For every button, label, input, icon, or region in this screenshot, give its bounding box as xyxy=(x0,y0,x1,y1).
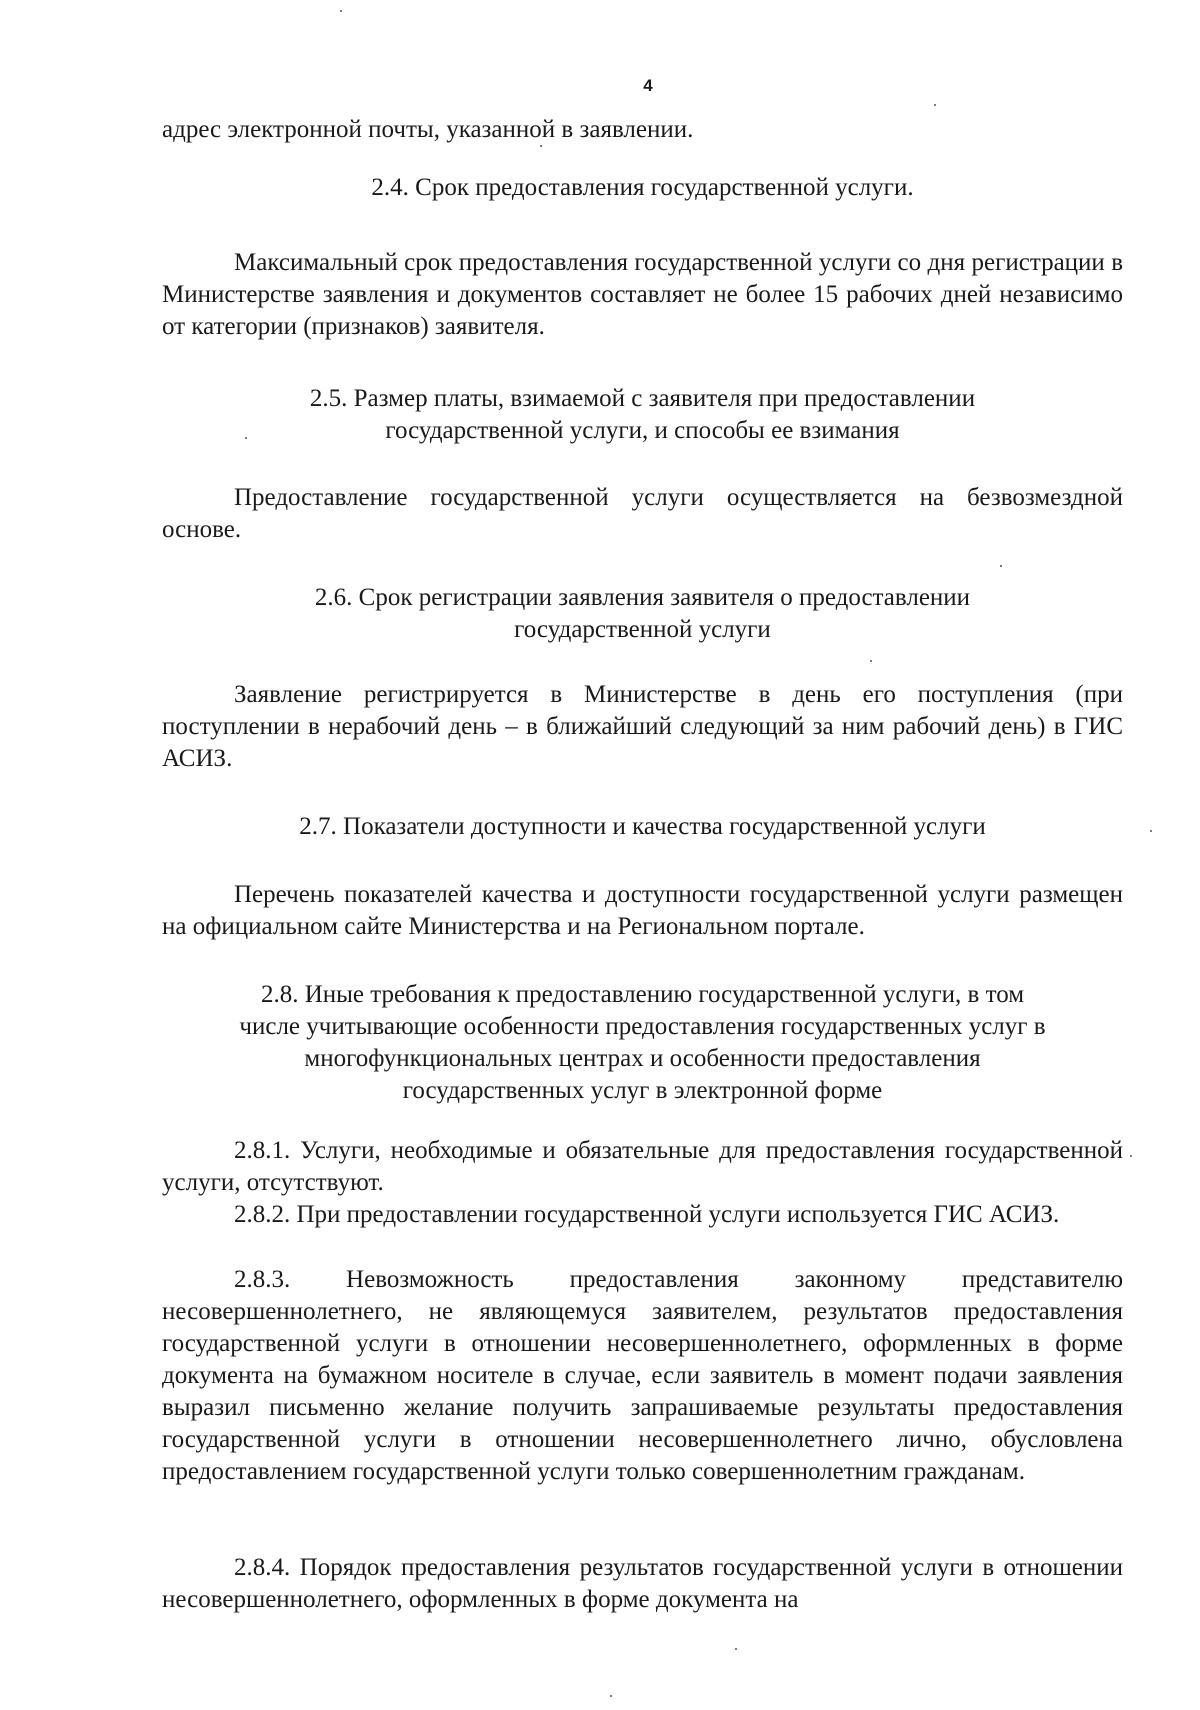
page-number: 4 xyxy=(643,76,653,95)
heading-line: числе учитывающие особенности предоставления государственных услуг в xyxy=(239,1013,1046,1040)
section-heading-2-5 xyxy=(162,383,1123,447)
heading-line: 2.6. Срок регистрации заявления заявителя о предоставлении xyxy=(314,584,971,611)
heading-line: государственной услуги, и способы ее взимания xyxy=(385,417,900,444)
paragraph-2-8-3: 2.8.3. Невозможность предоставления законному представителю несовершеннолетнего, не являющемуся заявителем, результатов предоставления государственной услуги в отношении несовершеннолетнего, оформленных в форме документа на бумажном носителе в случае, если заявитель в момент подачи заявления выразил письменно желание получить запрашиваемые результаты предоставления государственной услуги в отношении несовершеннолетнего лично, обусловлена предоставлением государственной услуги только совершеннолетним гражданам. xyxy=(162,1266,1123,1485)
section-heading-2-8 xyxy=(162,979,1123,1107)
section-heading-2-7 xyxy=(162,811,1123,843)
paragraph-2-7: Перечень показателей качества и доступности государственной услуги размещен на официальном сайте Министерства и на Региональном портале. xyxy=(162,881,1123,940)
heading-line: 2.4. Срок предоставления государственной услуги. xyxy=(371,174,914,201)
section-heading-2-4 xyxy=(162,172,1123,204)
scan-speck xyxy=(540,145,542,147)
scan-speck xyxy=(735,1648,737,1650)
heading-line: 2.7. Показатели доступности и качества государственной услуги xyxy=(299,813,986,840)
paragraph-2-6: Заявление регистрируется в Министерстве в день его поступления (при поступлении в нерабочий день – в ближайший следующий за ним рабочий день) в ГИС АСИЗ. xyxy=(162,681,1123,772)
scan-speck xyxy=(934,104,936,106)
paragraph-email-continuation: адрес электронной почты, указанной в заявлении. xyxy=(162,116,694,143)
scan-speck xyxy=(1150,830,1152,832)
scan-speck xyxy=(340,10,342,12)
paragraph-2-8-1: 2.8.1. Услуги, необходимые и обязательные для предоставления государственной услуги, отсутствуют. xyxy=(162,1137,1123,1196)
heading-line: государственной услуги xyxy=(514,616,771,643)
scan-speck xyxy=(610,1695,612,1697)
scan-speck xyxy=(245,437,247,439)
paragraph-2-4: Максимальный срок предоставления государственной услуги со дня регистрации в Министерстве заявления и документов составляет не более 15 рабочих дней независимо от категории (признаков) заявителя. xyxy=(162,249,1123,340)
paragraph-2-8-2: 2.8.2. При предоставлении государственной услуги используется ГИС АСИЗ. xyxy=(234,1201,1060,1228)
section-heading-2-6 xyxy=(162,582,1123,646)
heading-line: многофункциональных центрах и особенности предоставления xyxy=(304,1045,981,1072)
paragraph-2-8-4: 2.8.4. Порядок предоставления результатов государственной услуги в отношении несовершеннолетнего, оформленных в форме документа на xyxy=(162,1554,1123,1613)
scan-speck xyxy=(1130,1155,1132,1157)
scan-speck xyxy=(870,660,872,662)
heading-line: государственных услуг в электронной форме xyxy=(402,1077,883,1104)
heading-line: 2.8. Иные требования к предоставлению государственной услуги, в том xyxy=(260,981,1025,1008)
heading-line: 2.5. Размер платы, взимаемой с заявителя при предоставлении xyxy=(309,385,976,412)
paragraph-2-5: Предоставление государственной услуги осуществляется на безвозмездной основе. xyxy=(162,484,1123,543)
scan-speck xyxy=(1000,565,1002,567)
